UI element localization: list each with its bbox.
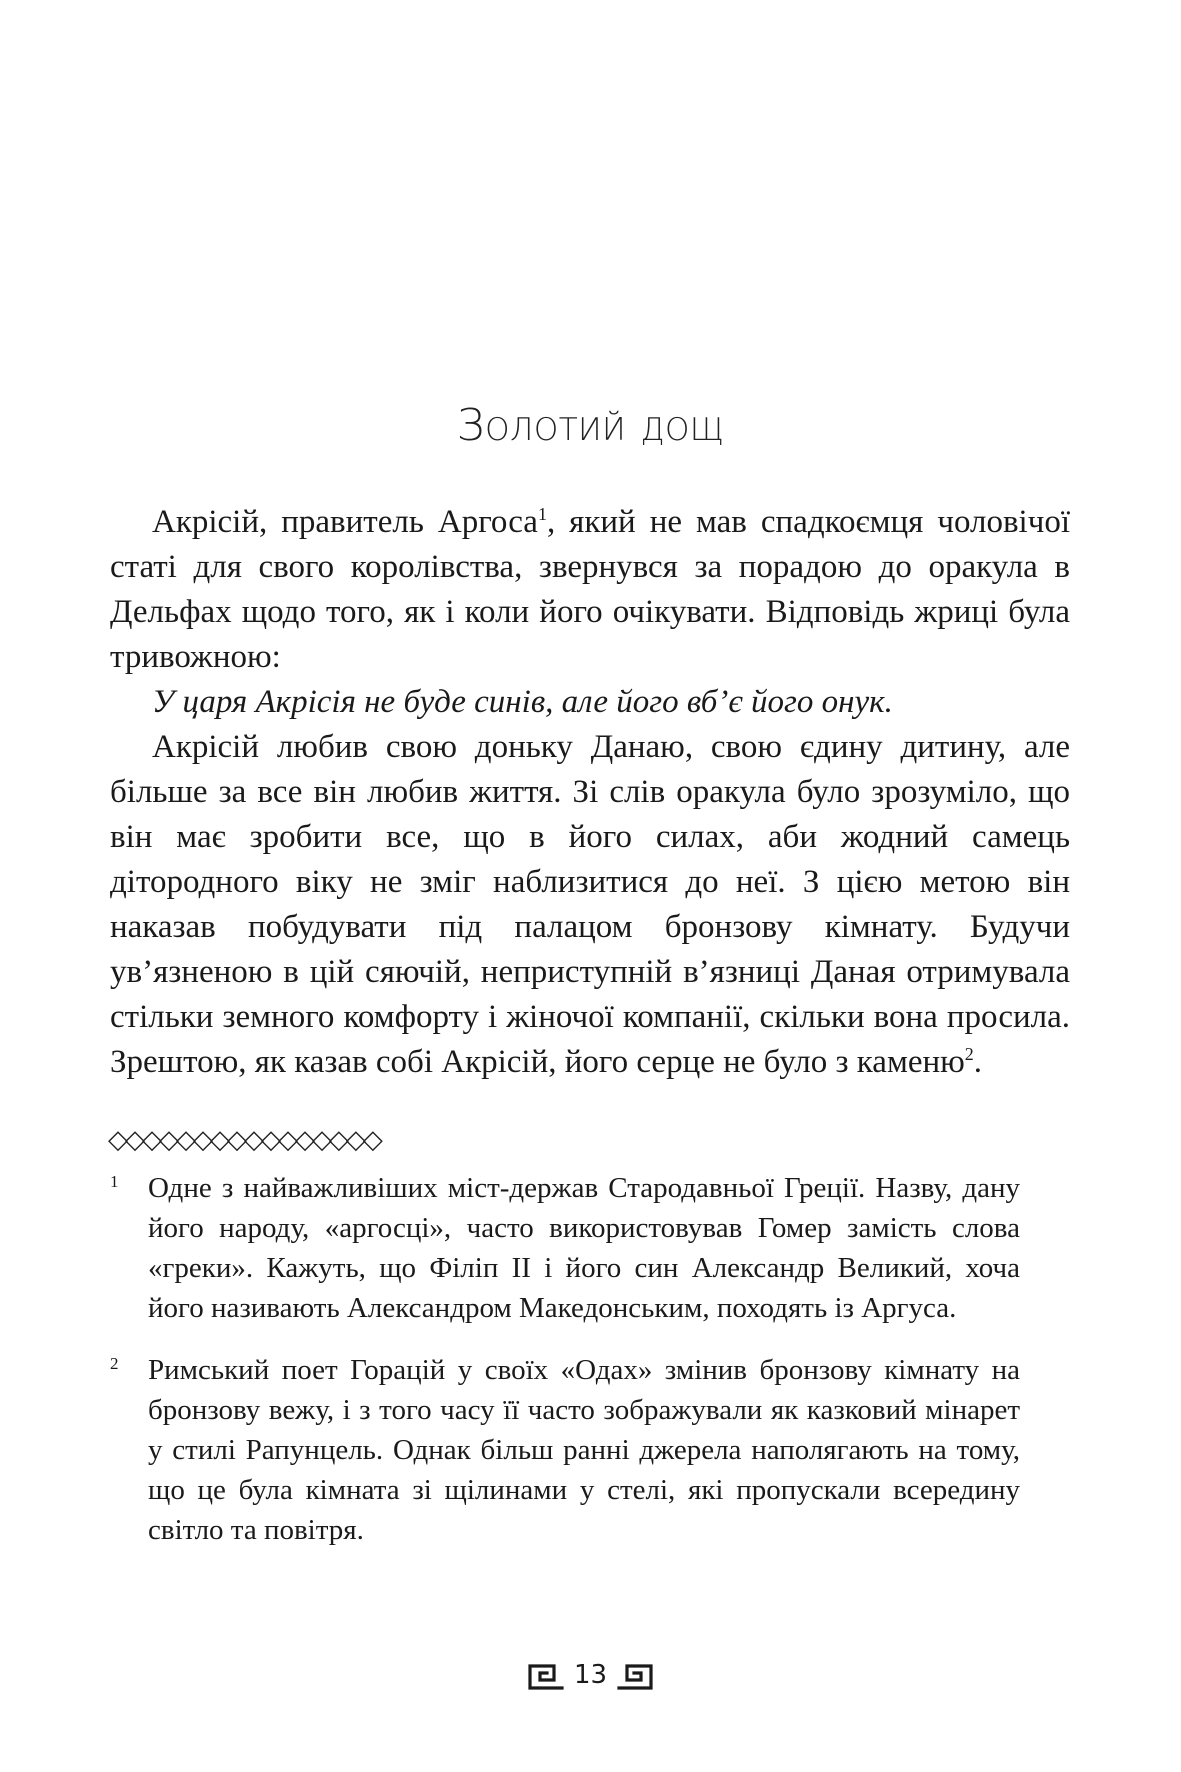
paragraph-1-text-a: Акрісій, правитель Аргоса xyxy=(152,504,538,540)
footnotes xyxy=(108,1168,1020,1572)
paragraph-3-text-a: Акрісій любив свою доньку Данаю, свою єдину дитину, але більше за все він любив життя. Зі слів оракула було зрозуміло, що він має зробити все, що в його силах, аби жодний самець дітородного віку не зміг наблизитися до неї. З цією метою він наказав побудувати під палацом бронзову кімнату. Будучи ув’язненою в цій сяючій, неприступній в’язниці Даная отримувала стільки земного комфорту і жіночої компанії, скільки вона просила. Зрештою, як казав собі Акрісій, його серце не було з каменю xyxy=(110,729,1070,1080)
paragraph-1 xyxy=(110,500,1070,680)
greek-key-icon xyxy=(526,1662,566,1690)
footnote-2 xyxy=(108,1350,1020,1550)
footnote-ref-2[interactable]: 2 xyxy=(964,1044,974,1064)
greek-key-icon xyxy=(615,1662,655,1690)
main-text xyxy=(110,500,1070,1085)
footnote-2-number: 2 xyxy=(110,1354,119,1373)
paragraph-3 xyxy=(110,725,1070,1085)
paragraph-3-text-b: . xyxy=(973,1044,983,1080)
page-footer xyxy=(0,1650,1181,1690)
page-number: 13 xyxy=(573,1660,608,1690)
paragraph-1-text-b: , який не мав спадкоємця чоловічої статі для свого королівства, звернувся за порадою до оракула в Дельфах щодо того, як і коли його очікувати. Відповідь жриці була тривожною: xyxy=(110,504,1070,675)
chapter-title: Золотий дощ xyxy=(456,400,725,451)
footnote-divider: ◇◇◇◇◇◇◇◇◇◇◇◇◇◇◇◇ xyxy=(108,1125,380,1155)
footnote-1-text: Одне з найважливіших міст-держав Стародавньої Греції. Назву, дану його народу, «аргосці», часто використовував Гомер замість слова «греки». Кажуть, що Філіп II і його син Александр Великий, хоча його називають Александром Македонським, походять із Аргуса. xyxy=(148,1172,1020,1324)
footnote-1 xyxy=(108,1168,1020,1328)
footnote-1-number: 1 xyxy=(110,1172,119,1191)
footnote-2-text: Римський поет Горацій у своїх «Одах» змінив бронзову кімнату на бронзову вежу, і з того часу її часто зображували як казковий мінарет у стилі Рапунцель. Однак більш ранні джерела наполягають на тому, що це була кімната зі щілинами у стелі, які пропускали всередину світло та повітря. xyxy=(148,1354,1020,1546)
oracle-quote: У царя Акрісія не буде синів, але його вб’є його онук. xyxy=(152,684,893,720)
footnote-ref-1[interactable]: 1 xyxy=(537,504,547,524)
